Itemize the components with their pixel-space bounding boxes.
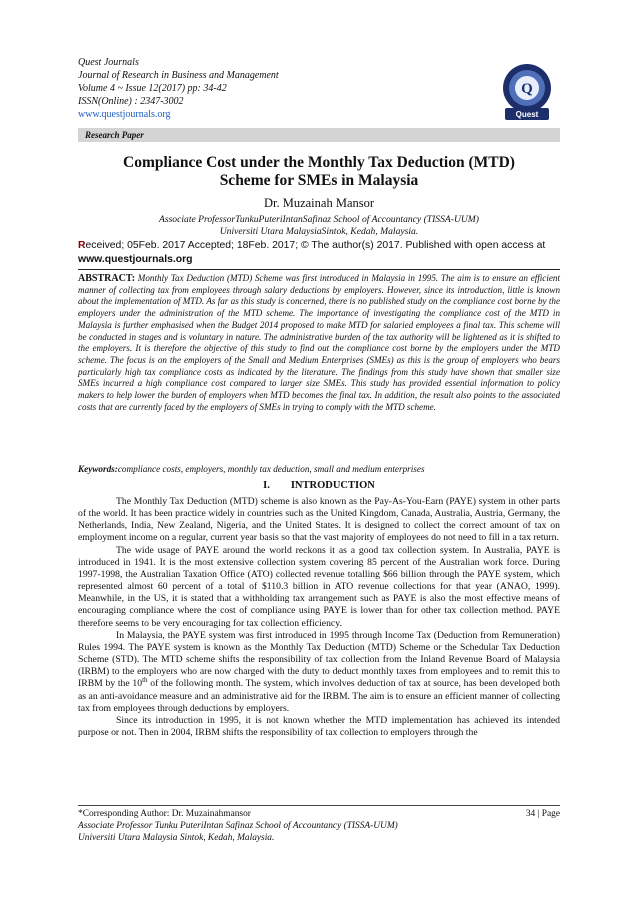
quest-logo-icon [497, 62, 557, 124]
received-link[interactable]: www.questjournals.org [78, 254, 193, 265]
keywords-block [78, 464, 560, 474]
page-number: 34 | Page [525, 809, 560, 819]
author-name: Dr. Muzainah Mansor [263, 196, 375, 210]
paragraph: The Monthly Tax Deduction (MTD) scheme is also known as the Pay-As-You-Earn (PAYE) system in other parts of the world. It has been practice widely in countries such as the United Kingdom, Canada, Australia, Austria, Germany, the Netherlands, India, New Zealand, Nigeria, and the United States. It is designed to collect the correct amount of tax on employment income on a regular, current year basis so that the vast majority of employees do not need to fill in a tax return. [78, 496, 560, 544]
title-line-2: Scheme for SMEs in Malaysia [219, 172, 419, 189]
received-initial: R [78, 240, 86, 251]
corresponding-author: *Corresponding Author: Dr. Muzainahmansor [78, 809, 251, 819]
logo-text: Quest [515, 110, 539, 119]
journal-header [78, 56, 279, 121]
affiliation [78, 214, 560, 238]
journal-name: Quest Journals [78, 57, 139, 68]
page-footer [78, 808, 560, 844]
body-text [78, 496, 560, 739]
paragraph: The wide usage of PAYE around the world reckons it as a good tax collection system. In Australia, PAYE is introduced in 1941. It is the most extensive collection system covering 85 percent of the Australian work force. During 1997-1998, the Australian Taxation Office (ATO) collected revenue totalling $66 billion through the PAYE system, which represented almost 60 percent of a total of $110.3 billion in ATO revenue collections for that year (ANAO, 1999). Meanwhile, in the US, it is stated that a withholding tax arrangement such as PAYE is also the most effective means of encouraging compliance where the cost of compliance using PAYE is lower than for other tax collection method. PAYE therefore seems to be very encouraging for tax collection efficiency. [78, 544, 560, 629]
footer-rule [78, 805, 560, 806]
header-rule [78, 269, 560, 270]
journal-issn: ISSN(Online) : 2347-3002 [78, 96, 184, 107]
abstract-block [78, 273, 560, 413]
journal-volume: Volume 4 ~ Issue 12(2017) pp: 34-42 [78, 83, 227, 94]
journal-full-name: Journal of Research in Business and Management [78, 70, 279, 81]
abstract-label: ABSTRACT: [78, 273, 136, 284]
section-heading: I. INTRODUCTION [263, 480, 375, 491]
paper-title [78, 154, 560, 190]
category-label: Research Paper [85, 130, 144, 140]
footer-affiliation-1: Associate Professor Tunku PuteriIntan Safinaz School of Accountancy (TISSA-UUM) [78, 821, 398, 831]
paragraph: In Malaysia, the PAYE system was first introduced in 1995 through Income Tax (Deduction from Remuneration) Rules 1994. The PAYE system is known as the Monthly Tax Deduction (MTD) Scheme or the Schedular Tax Deduction Scheme (STD). The MTD scheme shifts the responsibility of tax collection from the Inland Revenue Board of Malaysia (IRBM) to the employers who are now charged with the duty to deduct monthly taxes from employees and to remit this to IRBM by the 10th of the following month. The system, which involves deduction of tax at source, has been developed both as an anti-avoidance measure and an administrative aid for the IRBM. The aim is to ensure an efficient manner of collecting tax from employees through deductions by employers. [78, 629, 560, 714]
received-text: eceived; 05Feb. 2017 Accepted; 18Feb. 2017; © The author(s) 2017. Published with open access at [85, 240, 546, 251]
title-line-1: Compliance Cost under the Monthly Tax Deduction (MTD) [123, 154, 515, 171]
received-info [78, 239, 560, 267]
journal-url-link[interactable]: www.questjournals.org [78, 109, 171, 120]
affiliation-line-2: Universiti Utara MalaysiaSintok, Kedah, Malaysia. [219, 226, 419, 237]
keywords-text: compliance costs, employers, monthly tax deduction, small and medium enterprises [117, 464, 425, 474]
keywords-label: Keywords: [78, 464, 118, 474]
abstract-text: Monthly Tax Deduction (MTD) Scheme was first introduced in Malaysia in 1995. The aim is to ensure an efficient manner of collecting tax from employees through salary deductions by employers. However, since its introduction, little is known about the implementation of MTD. As far as this study is concerned, there is no published study on the compliance cost borne by the employers under the administration of the MTD scheme. The importance of investigating the compliance cost of the MTD in Malaysia is further emphasised when the Budget 2014 proposed to make MTD for salaried employees a final tax. This scheme will be conducted in stages and is voluntary in nature. The administrative burden of the tax authority will be lightened as it is shifted to the employers. It is therefore the objective of this study to find out the compliance cost borne by the employers under the MTD scheme. The focus is on the employers of the Small and Medium Enterprises (SMEs) as this is the group of employers who bears particularly high tax compliance costs as indicated by the literature. The findings from this study have shown that smaller size SMEs incurred a high compliance cost compared to larger size SMEs. This study has provided essential information to policy makers to help lower the burden of employers when MTD becomes the final tax. In addition, the result also points to the associated costs that are currently faced by the employers of SMEs in trying to comply with the MTD scheme. [78, 273, 560, 412]
footer-affiliation-2: Universiti Utara Malaysia Sintok, Kedah, Malaysia. [78, 833, 275, 843]
svg-text:Q: Q [521, 81, 533, 97]
paragraph: Since its introduction in 1995, it is not known whether the MTD implementation has achieved its intended purpose or not. Then in 2004, IRBM shifts the responsibility of tax collection to employers through the [78, 714, 560, 738]
affiliation-line-1: Associate ProfessorTunkuPuteriIntanSafinaz School of Accountancy (TISSA-UUM) [158, 214, 479, 225]
category-bar [78, 128, 560, 142]
